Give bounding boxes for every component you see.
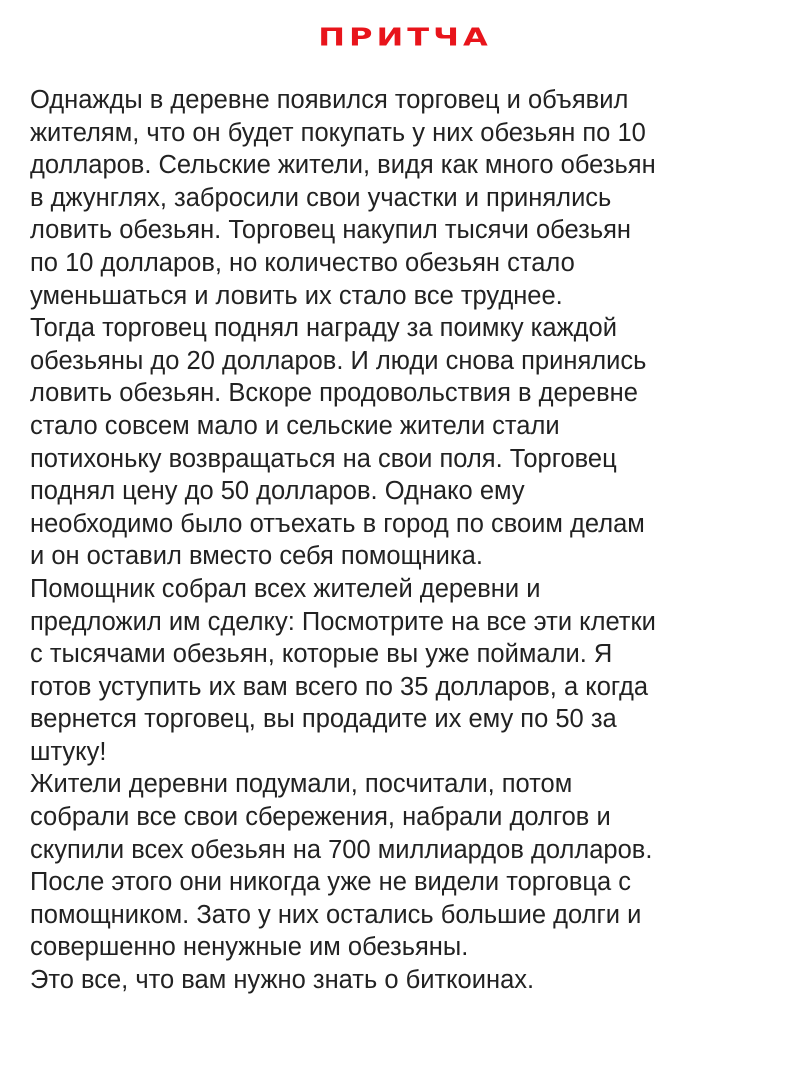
document-title: ПРИТЧА <box>318 22 492 52</box>
document-body: Однажды в деревне появился торговец и объявил жителям, что он будет покупать у них обезьян по 10 долларов. Сельские жители, видя как много обезьян в джунглях, забросили свои участки и принялись ловить обезьян. Торговец накупил тысячи обезьян по 10 долларов, но количество обезьян стало уменьшаться и ловить их стало все труднее. Тогда торговец поднял награду за поимку каждой обезьяны до 20 долларов. И люди снова принялись ловить обезьян. Вскоре продовольствия в деревне стало совсем мало и сельские жители стали потихоньку возвращаться на свои поля. Торговец поднял цену до 50 долларов. Однако ему необходимо было отъехать в город по своим делам и он оставил вместо себя помощника. Помощник собрал всех жителей деревни и предложил им сделку: Посмотрите на все эти клетки с тысячами обезьян, которые вы уже поймали. Я готов уступить их вам всего по 35 долларов, а когда вернется торговец, вы продадите их ему по 50 за штуку! Жители деревни подумали, посчитали, потом собрали все свои сбережения, набрали долгов и скупили всех обезьян на 700 миллиардов долларов. После этого они никогда уже не видели торговца с помощником. Зато у них остались большие долги и совершенно ненужные им обезьяны. Это все, что вам нужно знать о биткоинах. <box>30 86 656 995</box>
